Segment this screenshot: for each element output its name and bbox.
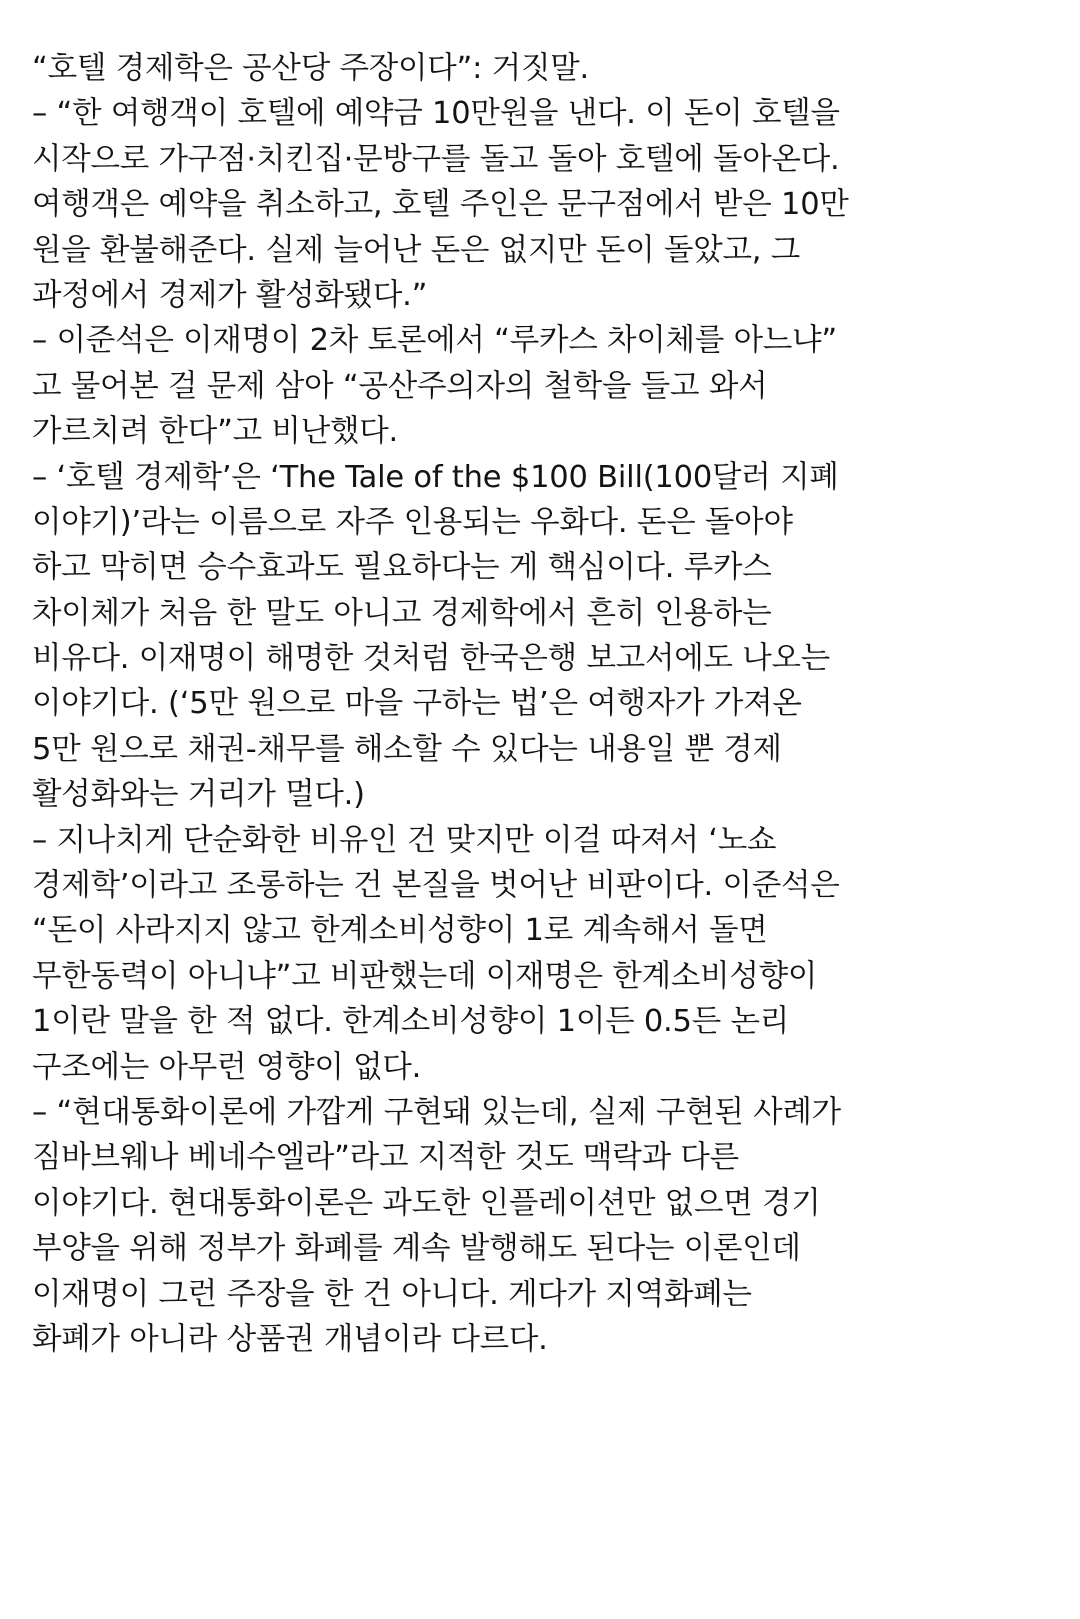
- text-line: 하고 막히면 승수효과도 필요하다는 게 핵심이다. 루카스: [32, 550, 772, 586]
- article-text: [32, 46, 1062, 1362]
- text-line: 이야기다. (‘5만 원으로 마을 구하는 법’은 여행자가 가져온: [32, 686, 802, 722]
- text-line: 1이란 말을 한 적 없다. 한계소비성향이 1이든 0.5든 논리: [32, 1004, 790, 1040]
- text-line: “돈이 사라지지 않고 한계소비성향이 1로 계속해서 돌면: [32, 913, 768, 949]
- text-line: 고 물어본 걸 문제 삼아 “공산주의자의 철학을 들고 와서: [32, 368, 768, 404]
- text-line: – 지나치게 단순화한 비유인 건 맞지만 이걸 따져서 ‘노쇼: [32, 822, 777, 858]
- text-line: – “현대통화이론에 가깝게 구현돼 있는데, 실제 구현된 사례가: [32, 1094, 841, 1130]
- text-line: 경제학’이라고 조롱하는 건 본질을 벗어난 비판이다. 이준석은: [32, 868, 840, 904]
- text-line: 가르치려 한다”고 비난했다.: [32, 414, 398, 450]
- text-line: 이야기)’라는 이름으로 자주 인용되는 우화다. 돈은 돌아야: [32, 504, 793, 540]
- text-line: – “한 여행객이 호텔에 예약금 10만원을 낸다. 이 돈이 호텔을: [32, 96, 840, 132]
- text-line: 차이체가 처음 한 말도 아니고 경제학에서 흔히 인용하는: [32, 595, 772, 631]
- text-line: – 이준석은 이재명이 2차 토론에서 “루카스 차이체를 아느냐”: [32, 323, 837, 359]
- text-line: 화폐가 아니라 상품권 개념이라 다르다.: [32, 1321, 548, 1357]
- text-line: 여행객은 예약을 취소하고, 호텔 주인은 문구점에서 받은 10만: [32, 187, 849, 223]
- text-line: 원을 환불해준다. 실제 늘어난 돈은 없지만 돈이 돌았고, 그: [32, 232, 800, 268]
- text-line: 시작으로 가구점·치킨집·문방구를 돌고 돌아 호텔에 돌아온다.: [32, 141, 840, 177]
- text-line: 5만 원으로 채권-채무를 해소할 수 있다는 내용일 뿐 경제: [32, 731, 782, 767]
- text-line: 활성화와는 거리가 멀다.): [32, 777, 365, 813]
- text-line: 짐바브웨나 베네수엘라”라고 지적한 것도 맥락과 다른: [32, 1140, 739, 1176]
- text-line: 구조에는 아무런 영향이 없다.: [32, 1049, 422, 1085]
- text-line: 과정에서 경제가 활성화됐다.”: [32, 277, 428, 313]
- text-line: 이야기다. 현대통화이론은 과도한 인플레이션만 없으면 경기: [32, 1185, 821, 1221]
- text-line: – ‘호텔 경제학’은 ‘The Tale of the $100 Bill(100달러 지폐: [32, 459, 839, 495]
- text-line-heading: “호텔 경제학은 공산당 주장이다”: 거짓말.: [32, 51, 589, 86]
- text-line: 이재명이 그런 주장을 한 건 아니다. 게다가 지역화폐는: [32, 1276, 752, 1312]
- text-line: 비유다. 이재명이 해명한 것처럼 한국은행 보고서에도 나오는: [32, 641, 831, 677]
- text-line: 부양을 위해 정부가 화폐를 계속 발행해도 된다는 이론인데: [32, 1231, 801, 1267]
- text-line: 무한동력이 아니냐”고 비판했는데 이재명은 한계소비성향이: [32, 958, 818, 994]
